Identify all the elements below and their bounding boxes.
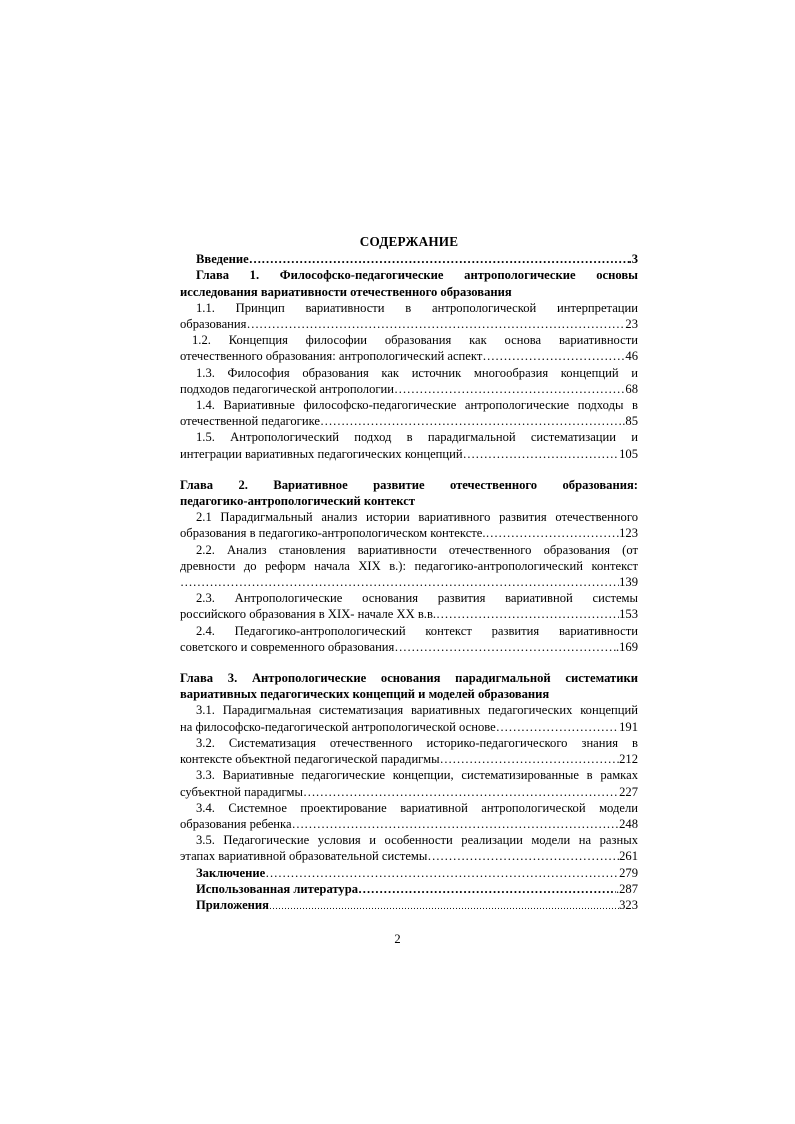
toc-entry-line: образования xyxy=(180,317,247,332)
toc-entry-line: интеграции вариативных педагогических концепций xyxy=(180,446,463,461)
toc-entry-page: 68 xyxy=(625,381,638,396)
toc-entry-page: 123 xyxy=(619,526,638,541)
toc-entry-3-5 xyxy=(180,832,638,864)
leader-dots xyxy=(249,251,629,267)
toc-entry-line: советского и современного образования xyxy=(180,639,395,654)
toc-entry-line: 1.1. Принцип вариативности в антропологической интерпретации xyxy=(196,300,638,315)
toc-entry-line: отечественной педагогике xyxy=(180,414,320,429)
chapter-3-line-1: Глава 3. Антропологические основания парадигмальной систематики xyxy=(180,671,638,686)
toc-entry-line: древности до реформ начала XIX в.): педагогико-антропологический контекст xyxy=(180,558,638,573)
leader-dots xyxy=(269,898,619,914)
toc-entry-page: .169 xyxy=(615,639,638,654)
toc-entry-3-3 xyxy=(180,767,638,799)
toc-entry-line: 3.3. Вариативные педагогические концепции, систематизированные в рамках xyxy=(196,768,638,783)
toc-entry-intro xyxy=(180,251,638,267)
spacer xyxy=(180,655,638,670)
leader-dots xyxy=(496,719,619,735)
toc-entry-page: 191 xyxy=(619,719,638,734)
toc-entry-line: российского образования в XIX- начале XX в.в. xyxy=(180,607,437,622)
toc-entry-page: 46 xyxy=(625,349,638,364)
leader-dots xyxy=(440,751,619,767)
toc-entry-page: 227 xyxy=(619,784,638,799)
toc-entry-page: 153 xyxy=(619,607,638,622)
toc-entry-line: образования ребенка xyxy=(180,816,292,831)
toc-entry-line: 1.3. Философия образования как источник многообразия концепций и xyxy=(196,365,638,380)
chapter-2-line-2: педагогико-антропологический контекст xyxy=(180,494,416,509)
toc-entry-line: 1.4. Вариативные философско-педагогические антропологические подходы в xyxy=(196,398,638,413)
leader-dots xyxy=(320,413,622,429)
chapter-1-line-2: исследования вариативности отечественного образования xyxy=(180,284,512,299)
leader-dots xyxy=(303,784,619,800)
chapter-1-line-1: Глава 1. Философско-педагогические антропологические основы xyxy=(196,268,638,283)
toc-entry-line: субъектной парадигмы xyxy=(180,784,303,799)
toc-entry-line: 2.1 Парадигмальный анализ истории вариативного развития отечественного xyxy=(196,510,638,525)
leader-dots xyxy=(358,881,616,897)
toc-entry-1-4 xyxy=(180,397,638,429)
toc-entry-line: 3.5. Педагогические условия и особенности реализации модели на разных xyxy=(196,833,638,848)
toc-entry-page: 248 xyxy=(619,816,638,831)
toc-entry-page: .287 xyxy=(615,881,638,896)
toc-entry-line: образования в педагогико-антропологическом контексте. xyxy=(180,526,486,541)
chapter-3-line-2: вариативных педагогических концепций и моделей образования xyxy=(180,687,550,702)
leader-dots xyxy=(394,381,625,397)
toc-entry-page: 323 xyxy=(619,897,638,912)
toc-entry-label: Приложения xyxy=(196,897,269,912)
toc-entry-2-4 xyxy=(180,623,638,655)
leader-dots xyxy=(482,348,625,364)
toc-entry-line: 3.4. Системное проектирование вариативной антропологической модели xyxy=(196,800,638,815)
toc-title: СОДЕРЖАНИЕ xyxy=(359,234,459,249)
toc-entry-label: Заключение xyxy=(196,865,266,880)
toc-entry-line: 3.2. Систематизация отечественного историко-педагогического знания в xyxy=(196,735,638,750)
toc-entry-1-2 xyxy=(180,332,638,364)
toc-entry-line: этапах вариативной образовательной системы xyxy=(180,849,428,864)
toc-entry-page: 105 xyxy=(619,446,638,461)
toc-entry-line: 1.5. Антропологический подход в парадигмальной систематизации и xyxy=(196,430,638,445)
toc-entry-label: Использованная литература xyxy=(196,881,359,896)
toc-entry-line: 2.4. Педагогико-антропологический контекст развития вариативности xyxy=(196,623,638,638)
chapter-3-heading xyxy=(180,670,638,702)
toc-entry-3-4 xyxy=(180,800,638,832)
toc-entry-3-2 xyxy=(180,735,638,767)
leader-dots xyxy=(436,606,619,622)
toc-entry-page: .85 xyxy=(622,414,638,429)
leader-dots xyxy=(463,446,619,462)
leader-dots xyxy=(180,574,619,590)
leader-dots xyxy=(265,865,619,881)
toc-entry-line: 2.3. Антропологические основания развития вариативной системы xyxy=(196,591,638,606)
table-of-contents xyxy=(180,234,638,914)
toc-entry-line: на философско-педагогической антропологической основе xyxy=(180,719,496,734)
leader-dots xyxy=(246,316,625,332)
toc-entry-1-1 xyxy=(180,300,638,332)
toc-entry-conclusion xyxy=(180,865,638,881)
page-number: 2 xyxy=(394,932,401,946)
toc-entry-line: 2.2. Анализ становления вариативности отечественного образования (от xyxy=(196,542,638,557)
leader-dots xyxy=(292,816,620,832)
toc-entry-page: 139 xyxy=(619,575,638,590)
leader-dots xyxy=(486,525,620,541)
toc-entry-line: подходов педагогической антропологии xyxy=(180,381,395,396)
toc-entry-page: 23 xyxy=(625,317,638,332)
spacer xyxy=(180,462,638,477)
toc-entry-1-3 xyxy=(180,365,638,397)
chapter-2-heading xyxy=(180,477,638,509)
toc-entry-line: контексте объектной педагогической парадигмы xyxy=(180,752,440,767)
toc-entry-literature xyxy=(180,881,638,897)
toc-entry-page: 261 xyxy=(619,849,638,864)
chapter-2-line-1: Глава 2. Вариативное развитие отечественного образования: xyxy=(180,477,638,492)
toc-entry-line: 3.1. Парадигмальная систематизация вариативных педагогических концепций xyxy=(196,703,638,718)
toc-entry-page: .3 xyxy=(628,252,638,267)
toc-entry-1-5 xyxy=(180,429,638,461)
toc-entry-2-2 xyxy=(180,542,638,591)
toc-entry-2-3 xyxy=(180,590,638,622)
chapter-1-heading xyxy=(180,267,638,299)
leader-dots xyxy=(394,639,616,655)
toc-entry-label: Введение xyxy=(196,252,249,267)
toc-entry-page: 279 xyxy=(619,865,638,880)
leader-dots xyxy=(427,848,619,864)
toc-entry-line: отечественного образования: антропологический аспект xyxy=(180,349,483,364)
toc-entry-appendix xyxy=(180,897,638,914)
toc-entry-line: 1.2. Концепция философии образования как основа вариативности xyxy=(192,333,638,348)
toc-entry-2-1 xyxy=(180,509,638,541)
toc-entry-page: 212 xyxy=(619,752,638,767)
toc-entry-3-1 xyxy=(180,702,638,734)
